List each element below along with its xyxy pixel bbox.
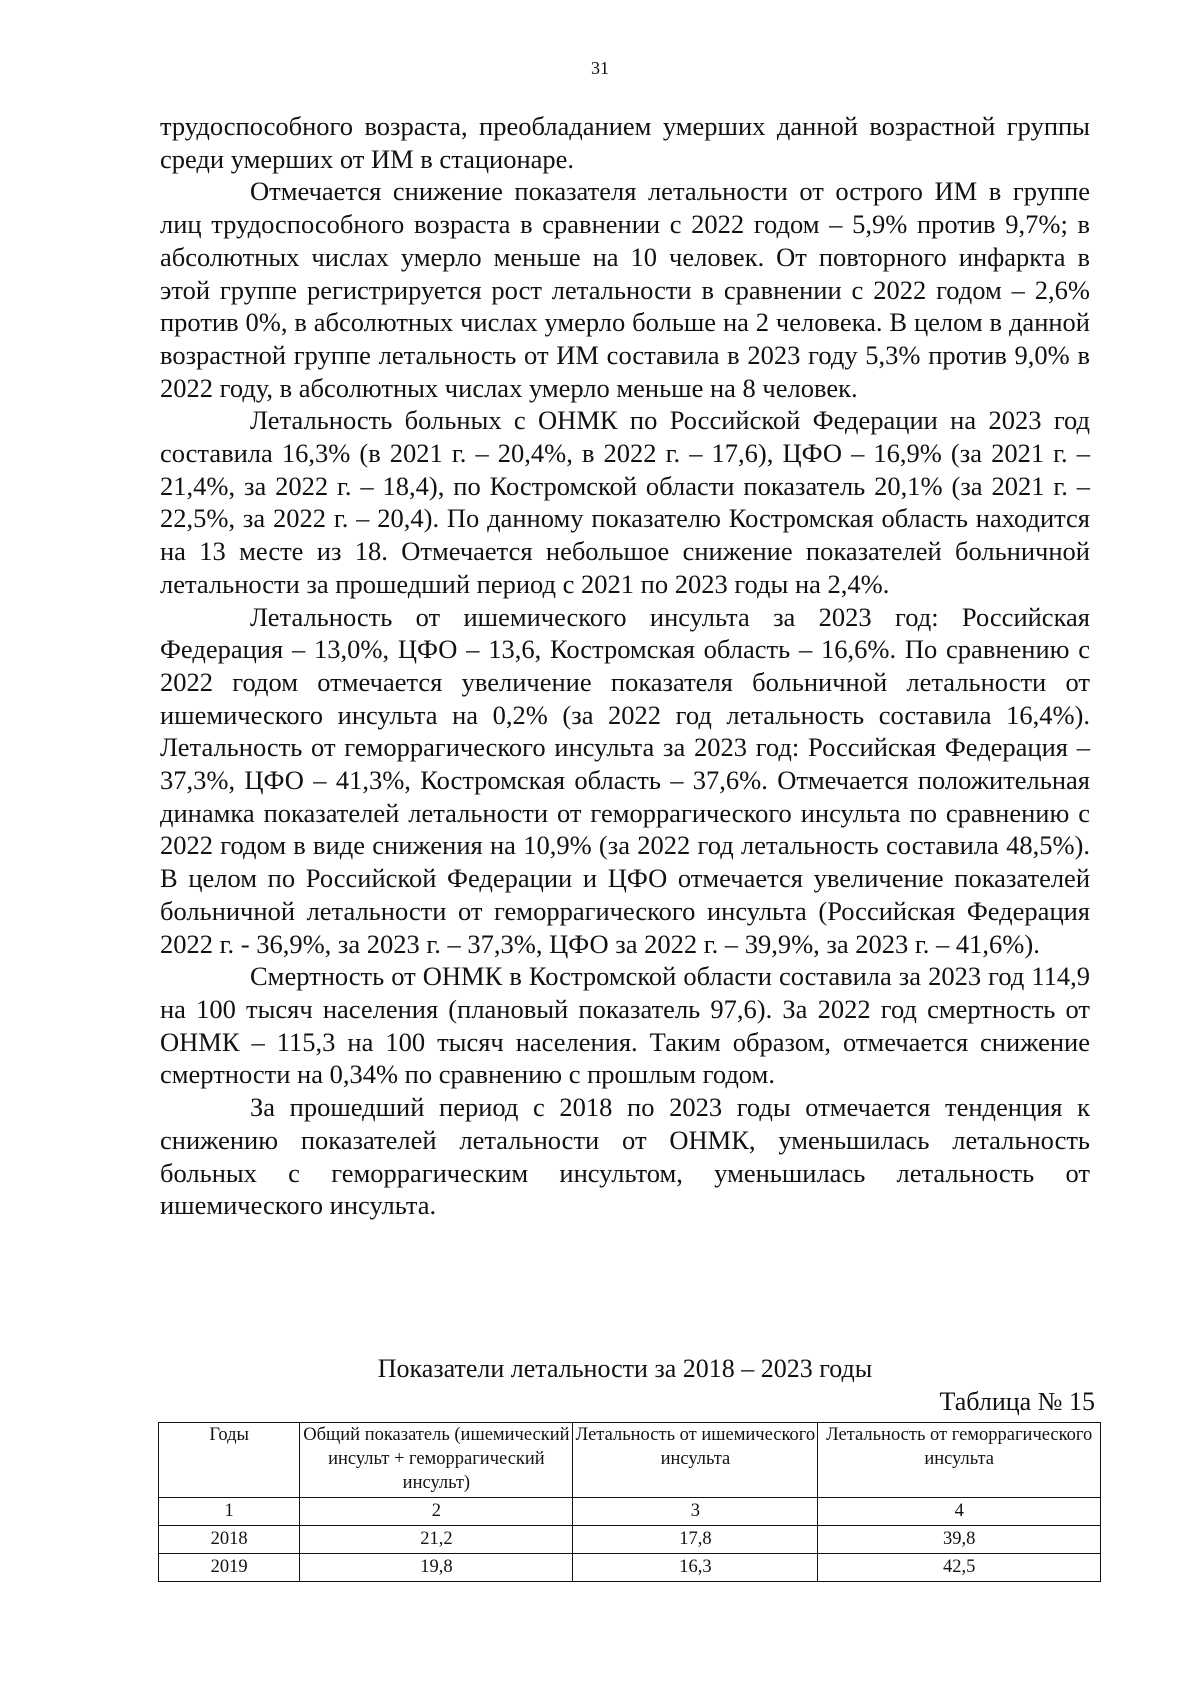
table-cell: 2 — [300, 1498, 573, 1526]
table-cell: 42,5 — [818, 1554, 1101, 1582]
document-body — [160, 110, 1090, 1222]
paragraph: Смертность от ОНМК в Костромской области составила за 2023 год 114,9 на 100 тысяч населения (плановый показатель 97,6). За 2022 год смертность от ОНМК – 115,3 на 100 тысяч населения. Таким образом, отмечается снижение смертности на 0,34% по сравнению с прошлым годом. — [160, 961, 1090, 1090]
table-row — [159, 1526, 1101, 1554]
paragraph: трудоспособного возраста, преобладанием умерших данной возрастной группы среди умерших от ИМ в стационаре. — [160, 111, 1090, 174]
table-cell: 1 — [159, 1498, 300, 1526]
table-number-label: Таблица № 15 — [939, 1387, 1095, 1416]
table-row — [159, 1554, 1101, 1582]
table-cell: 21,2 — [300, 1526, 573, 1554]
mortality-table — [158, 1422, 1101, 1582]
table-cell: 16,3 — [573, 1554, 818, 1582]
paragraph: Летальность больных с ОНМК по Российской Федерации на 2023 год составила 16,3% (в 2021 г. – 20,4%, в 2022 г. – 17,6), ЦФО – 16,9% (за 2021 г. – 21,4%, за 2022 г. – 18,4), по Костромской области показатель 20,1% (за 2021 г. – 22,5%, за 2022 г. – 20,4). По данному показателю Костромская область находится на 13 месте из 18. Отмечается небольшое снижение показателей больничной летальности за прошедший период с 2021 по 2023 годы на 2,4%. — [160, 405, 1090, 599]
paragraph: Летальность от ишемического инсульта за 2023 год: Российская Федерация – 13,0%, ЦФО – 13,6, Костромская область – 16,6%. По сравнению с 2022 годом отмечается увеличение показателя больничной летальности от ишемического инсульта на 0,2% (за 2022 год летальность составила 16,4%). Летальность от геморрагического инсульта за 2023 год: Российская Федерация – 37,3%, ЦФО – 41,3%, Костромская область – 37,6%. Отмечается положительная динамка показателей летальности от геморрагического инсульта по сравнению с 2022 годом в виде снижения на 10,9% (за 2022 год летальность составила 48,5%). В целом по Российской Федерации и ЦФО отмечается увеличение показателей больничной летальности от геморрагического инсульта (Российская Федерация 2022 г. - 36,9%, за 2023 г. – 37,3%, ЦФО за 2022 г. – 39,9%, за 2023 г. – 41,6%). — [160, 601, 1090, 959]
header-cell-hemorrhagic: Летальность от геморрагического инсульта — [818, 1423, 1101, 1498]
table-title: Показатели летальности за 2018 – 2023 годы — [377, 1354, 873, 1383]
table-header-row — [159, 1423, 1101, 1498]
table-cell: 19,8 — [300, 1554, 573, 1582]
table-cell: 2019 — [159, 1554, 300, 1582]
table-cell: 2018 — [159, 1526, 300, 1554]
table-cell: 17,8 — [573, 1526, 818, 1554]
page-number: 31 — [591, 58, 609, 78]
paragraph: Отмечается снижение показателя летальности от острого ИМ в группе лиц трудоспособного возраста в сравнении с 2022 годом – 5,9% против 9,7%; в абсолютных числах умерло меньше на 10 человек. От повторного инфаркта в этой группе регистрируется рост летальности в сравнении с 2022 годом – 2,6% против 0%, в абсолютных числах умерло больше на 2 человека. В целом в данной возрастной группе летальность от ИМ составила в 2023 году 5,3% против 9,0% в 2022 году, в абсолютных числах умерло меньше на 8 человек. — [160, 176, 1090, 403]
table-cell: 4 — [818, 1498, 1101, 1526]
header-cell-total: Общий показатель (ишемический инсульт + геморрагический инсульт) — [300, 1423, 573, 1498]
header-cell-years: Годы — [159, 1423, 300, 1498]
paragraph: За прошедший период с 2018 по 2023 годы отмечается тенденция к снижению показателей летальности от ОНМК, уменьшилась летальность больных с геморрагическим инсультом, уменьшилась летальность от ишемического инсульта. — [160, 1092, 1090, 1221]
table-cell: 3 — [573, 1498, 818, 1526]
column-number-row — [159, 1498, 1101, 1526]
header-cell-ischemic: Летальность от ишемического инсульта — [573, 1423, 818, 1498]
table-cell: 39,8 — [818, 1526, 1101, 1554]
